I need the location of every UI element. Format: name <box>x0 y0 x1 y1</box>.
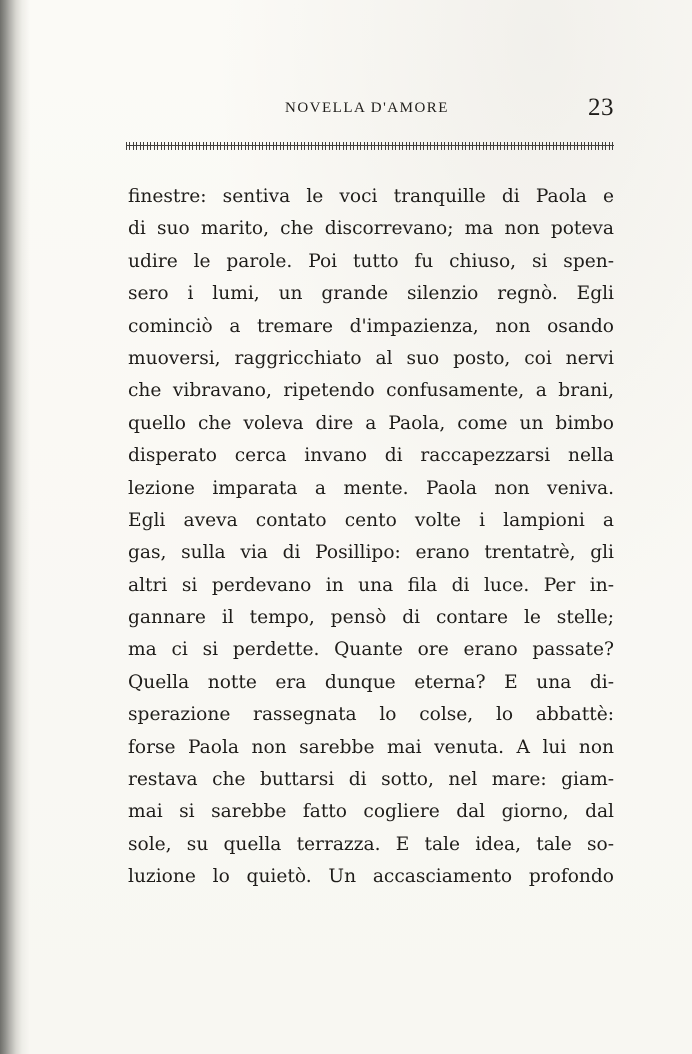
text-line: gannare il tempo, pensò di contare le stelle; <box>128 607 614 629</box>
text-line: gas, sulla via di Posillipo: erano trentatrè, gli <box>128 542 614 564</box>
text-line: ma ci si perdette. Quante ore erano passate? <box>128 639 614 661</box>
text-line: mai si sarebbe fatto cogliere dal giorno, dal <box>128 801 614 823</box>
text-line: sero i lumi, un grande silenzio regnò. Egli <box>128 283 614 305</box>
text-line: udire le parole. Poi tutto fu chiuso, si spen- <box>128 250 614 272</box>
running-head <box>0 94 692 128</box>
text-line: cominciò a tremare d'impazienza, non osando <box>128 315 614 337</box>
text-line: sole, su quella terrazza. E tale idea, tale so- <box>128 833 614 855</box>
text-line: di suo marito, che discorrevano; ma non poteva <box>128 218 614 240</box>
book-spine-shadow <box>0 0 30 1054</box>
text-line: forse Paola non sarebbe mai venuta. A lui non <box>128 736 614 758</box>
text-line: restava che buttarsi di sotto, nel mare: giam- <box>128 769 614 791</box>
body-text <box>128 181 614 894</box>
text-line: finestre: sentiva le voci tranquille di Paola e <box>128 186 614 207</box>
text-line: muoversi, raggricchiato al suo posto, coi nervi <box>128 347 614 369</box>
page-number: 23 <box>588 94 614 121</box>
text-line: Quella notte era dunque eterna? E una di- <box>128 671 614 693</box>
running-title: NOVELLA D'AMORE <box>285 100 449 116</box>
text-line: luzione lo quietò. Un accasciamento profondo <box>128 866 614 888</box>
text-line: Egli aveva contato cento volte i lampioni a <box>128 509 614 531</box>
text-line: altri si perdevano in una fila di luce. Per in- <box>128 574 614 596</box>
text-line: disperato cerca invano di raccapezzarsi nella <box>128 445 614 467</box>
text-line: sperazione rassegnata lo colse, lo abbattè: <box>128 704 614 726</box>
text-line: lezione imparata a mente. Paola non veniva. <box>128 477 614 499</box>
text-line: che vibravano, ripetendo confusamente, a brani, <box>128 380 614 402</box>
ornamental-rule <box>126 142 614 150</box>
text-line: quello che voleva dire a Paola, come un bimbo <box>128 412 614 434</box>
